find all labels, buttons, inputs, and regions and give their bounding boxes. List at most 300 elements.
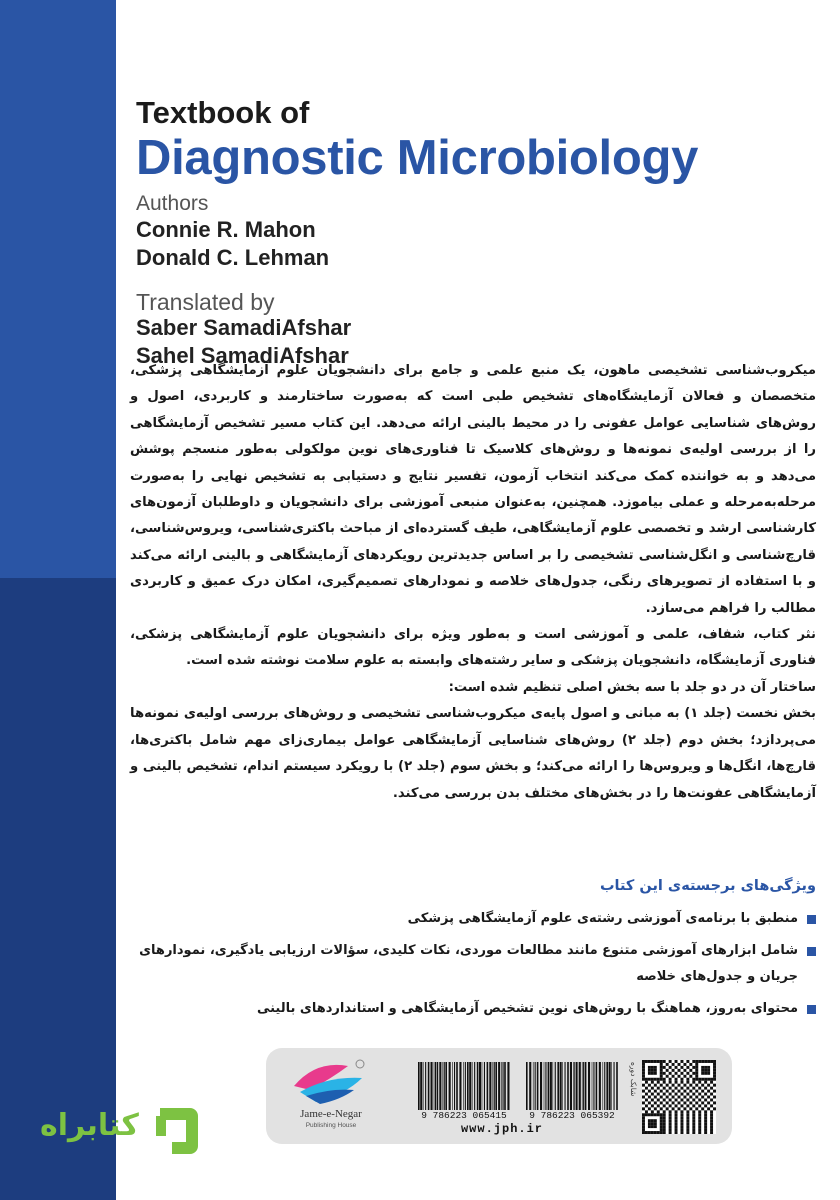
qr-module xyxy=(660,1128,663,1131)
features-title: ویژگی‌های برجسته‌ی این کتاب xyxy=(599,878,816,894)
qr-module xyxy=(651,1069,654,1072)
barcode-bar xyxy=(535,1062,536,1110)
qr-module xyxy=(672,1069,675,1072)
qr-module xyxy=(672,1075,675,1078)
qr-module xyxy=(645,1098,648,1101)
barcode-bar xyxy=(465,1062,466,1110)
qr-module xyxy=(707,1084,710,1087)
barcode-bar xyxy=(533,1062,534,1110)
qr-module xyxy=(686,1122,689,1125)
qr-module xyxy=(698,1125,701,1128)
qr-module xyxy=(698,1060,701,1063)
description-paragraph: ساختار آن در دو جلد با سه بخش اصلی تنظیم شده است: xyxy=(448,679,816,695)
barcode-bar xyxy=(503,1062,504,1110)
qr-module xyxy=(710,1125,713,1128)
barcode-bar xyxy=(482,1062,483,1110)
qr-module xyxy=(675,1093,678,1096)
barcode-bar xyxy=(418,1062,420,1110)
qr-module xyxy=(657,1078,660,1081)
qr-module xyxy=(672,1107,675,1110)
qr-module xyxy=(648,1131,651,1134)
qr-module xyxy=(698,1122,701,1125)
qr-module xyxy=(654,1090,657,1093)
qr-module xyxy=(669,1060,672,1063)
qr-module xyxy=(675,1081,678,1084)
qr-module xyxy=(669,1081,672,1084)
qr-module xyxy=(672,1090,675,1093)
barcode-bar xyxy=(592,1062,593,1110)
qr-module xyxy=(704,1125,707,1128)
barcode-bar xyxy=(420,1062,422,1110)
qr-module xyxy=(707,1066,710,1069)
barcode-bar xyxy=(467,1062,469,1110)
barcode-bar xyxy=(540,1062,542,1110)
barcode-bar xyxy=(553,1062,554,1110)
qr-module xyxy=(707,1107,710,1110)
qr-module xyxy=(642,1075,645,1078)
qr-module xyxy=(710,1128,713,1131)
barcode-bar xyxy=(425,1062,426,1110)
qr-module xyxy=(645,1081,648,1084)
qr-module xyxy=(710,1060,713,1063)
qr-module xyxy=(680,1125,683,1128)
barcode-bar xyxy=(609,1062,611,1110)
qr-module xyxy=(660,1069,663,1072)
square-bullet-icon xyxy=(807,915,816,924)
qr-module xyxy=(654,1107,657,1110)
qr-module xyxy=(651,1093,654,1096)
translator-name: Sahel SamadiAfshar xyxy=(136,343,349,368)
qr-module xyxy=(710,1119,713,1122)
author-name: Donald C. Lehman xyxy=(136,245,330,270)
barcode-bar xyxy=(545,1062,546,1110)
qr-module xyxy=(651,1060,654,1063)
qr-module xyxy=(654,1096,657,1099)
qr-module xyxy=(686,1093,689,1096)
features-list xyxy=(130,906,816,1028)
translator-name: Saber SamadiAfshar xyxy=(136,315,352,340)
qr-module xyxy=(645,1131,648,1134)
qr-module xyxy=(704,1116,707,1119)
barcode-bar xyxy=(459,1062,461,1110)
qr-module xyxy=(642,1084,645,1087)
qr-module xyxy=(657,1131,660,1134)
qr-module xyxy=(695,1060,698,1063)
qr-module xyxy=(669,1110,672,1113)
qr-module xyxy=(713,1107,716,1110)
qr-module xyxy=(695,1090,698,1093)
qr-module xyxy=(663,1119,666,1122)
qr-module xyxy=(675,1128,678,1131)
qr-module xyxy=(698,1078,701,1081)
qr-module xyxy=(669,1122,672,1125)
qr-module xyxy=(666,1096,669,1099)
qr-module xyxy=(675,1116,678,1119)
qr-module xyxy=(642,1107,645,1110)
qr-module xyxy=(686,1128,689,1131)
qr-module xyxy=(695,1063,698,1066)
qr-module xyxy=(692,1072,695,1075)
qr-module xyxy=(678,1090,681,1093)
qr-module xyxy=(704,1098,707,1101)
qr-module xyxy=(692,1081,695,1084)
barcode-bar xyxy=(550,1062,552,1110)
qr-module xyxy=(698,1098,701,1101)
qr-module xyxy=(675,1104,678,1107)
qr-module xyxy=(660,1107,663,1110)
qr-module xyxy=(678,1084,681,1087)
qr-module xyxy=(680,1060,683,1063)
qr-module xyxy=(657,1113,660,1116)
description-text xyxy=(130,358,816,807)
qr-module xyxy=(660,1084,663,1087)
qr-module xyxy=(698,1131,701,1134)
qr-module xyxy=(675,1072,678,1075)
qr-module xyxy=(651,1087,654,1090)
qr-module xyxy=(657,1087,660,1090)
qr-module xyxy=(669,1113,672,1116)
barcode-bar xyxy=(487,1062,489,1110)
barcode-bar xyxy=(484,1062,485,1110)
qr-module xyxy=(713,1090,716,1093)
barcode-bar xyxy=(593,1062,594,1110)
qr-module xyxy=(678,1075,681,1078)
barcode-bar xyxy=(428,1062,430,1110)
barcode-bar xyxy=(544,1062,545,1110)
barcode-bar xyxy=(434,1062,435,1110)
qr-module xyxy=(666,1107,669,1110)
title-line-1: Textbook of xyxy=(136,95,310,130)
qr-module xyxy=(704,1104,707,1107)
barcode-bar xyxy=(604,1062,605,1110)
qr-module xyxy=(657,1093,660,1096)
qr-module xyxy=(686,1119,689,1122)
barcode-panel xyxy=(266,1048,732,1144)
qr-module xyxy=(660,1119,663,1122)
qr-module xyxy=(698,1128,701,1131)
qr-module xyxy=(713,1066,716,1069)
barcode-bar xyxy=(494,1062,495,1110)
barcode-bar xyxy=(504,1062,506,1110)
qr-module xyxy=(654,1119,657,1122)
qr-module xyxy=(651,1110,654,1113)
qr-module xyxy=(695,1066,698,1069)
qr-module xyxy=(698,1116,701,1119)
qr-module xyxy=(648,1072,651,1075)
barcode-bar xyxy=(573,1062,574,1110)
qr-module xyxy=(701,1101,704,1104)
qr-module xyxy=(692,1104,695,1107)
qr-module xyxy=(648,1101,651,1104)
barcode-bar xyxy=(585,1062,587,1110)
qr-module xyxy=(701,1096,704,1099)
qr-module xyxy=(669,1078,672,1081)
qr-module xyxy=(713,1069,716,1072)
qr-module xyxy=(654,1069,657,1072)
qr-module xyxy=(686,1072,689,1075)
qr-module xyxy=(704,1072,707,1075)
barcode-bar xyxy=(574,1062,575,1110)
qr-module xyxy=(645,1060,648,1063)
qr-module xyxy=(692,1060,695,1063)
qr-module xyxy=(648,1119,651,1122)
qr-module xyxy=(654,1060,657,1063)
qr-module xyxy=(669,1066,672,1069)
cover-header xyxy=(136,96,816,370)
barcode-bar xyxy=(614,1062,615,1110)
qr-module xyxy=(704,1060,707,1063)
barcode-bar xyxy=(454,1062,455,1110)
qr-module xyxy=(686,1098,689,1101)
qr-module xyxy=(657,1110,660,1113)
qr-module xyxy=(704,1122,707,1125)
qr-module xyxy=(657,1104,660,1107)
barcode-bar xyxy=(444,1062,445,1110)
qr-module xyxy=(645,1110,648,1113)
qr-module xyxy=(642,1063,645,1066)
qr-module xyxy=(642,1078,645,1081)
qr-module xyxy=(660,1090,663,1093)
qr-module xyxy=(692,1116,695,1119)
qr-module xyxy=(648,1096,651,1099)
publisher-logo-icon xyxy=(276,1056,386,1108)
qr-module xyxy=(660,1113,663,1116)
qr-module xyxy=(692,1093,695,1096)
qr-module xyxy=(678,1069,681,1072)
qr-module xyxy=(651,1125,654,1128)
qr-module xyxy=(698,1081,701,1084)
barcode-bar xyxy=(576,1062,578,1110)
qr-module xyxy=(713,1078,716,1081)
qr-module xyxy=(689,1090,692,1093)
qr-module xyxy=(675,1113,678,1116)
qr-module xyxy=(642,1116,645,1119)
qr-module xyxy=(669,1072,672,1075)
qr-module xyxy=(663,1128,666,1131)
qr-module xyxy=(660,1131,663,1134)
barcode-bar xyxy=(452,1062,453,1110)
qr-module xyxy=(692,1122,695,1125)
qr-module xyxy=(654,1131,657,1134)
qr-module xyxy=(686,1110,689,1113)
qr-module xyxy=(692,1131,695,1134)
qr-module xyxy=(701,1107,704,1110)
qr-module xyxy=(686,1113,689,1116)
qr-module xyxy=(686,1125,689,1128)
qr-module xyxy=(710,1093,713,1096)
qr-module xyxy=(663,1098,666,1101)
barcode-bar xyxy=(570,1062,572,1110)
qr-module xyxy=(704,1119,707,1122)
barcode-bar xyxy=(565,1062,566,1110)
qr-module xyxy=(695,1069,698,1072)
qr-module xyxy=(666,1063,669,1066)
qr-module xyxy=(689,1096,692,1099)
qr-module xyxy=(663,1104,666,1107)
qr-module xyxy=(701,1066,704,1069)
barcode-bar xyxy=(560,1062,562,1110)
qr-module xyxy=(663,1093,666,1096)
qr-module xyxy=(675,1066,678,1069)
qr-module xyxy=(642,1069,645,1072)
barcode-bar xyxy=(479,1062,481,1110)
qr-module xyxy=(686,1066,689,1069)
qr-module xyxy=(686,1081,689,1084)
qr-module xyxy=(654,1101,657,1104)
feature-item: شامل ابزارهای آموزشی متنوع مانند مطالعات موردی، نکات کلیدی، سؤالات ارزیابی یادگیری، نمودارهای جریان و جدول‌های خلاصه xyxy=(130,938,816,990)
qr-module xyxy=(680,1128,683,1131)
qr-module xyxy=(669,1131,672,1134)
qr-module xyxy=(675,1122,678,1125)
qr-module xyxy=(680,1104,683,1107)
qr-module xyxy=(680,1131,683,1134)
qr-module xyxy=(680,1116,683,1119)
qr-module xyxy=(663,1087,666,1090)
barcode-bar xyxy=(489,1062,491,1110)
qr-module xyxy=(704,1113,707,1116)
qr-module xyxy=(648,1090,651,1093)
qr-module xyxy=(645,1113,648,1116)
qr-module xyxy=(660,1101,663,1104)
qr-module xyxy=(675,1060,678,1063)
isbn-number-2: 9 786223 065392 xyxy=(529,1110,615,1121)
qr-module xyxy=(666,1084,669,1087)
qr-module xyxy=(657,1060,660,1063)
qr-module xyxy=(704,1110,707,1113)
qr-module xyxy=(663,1125,666,1128)
barcode-bar xyxy=(456,1062,458,1110)
qr-module xyxy=(707,1101,710,1104)
qr-module xyxy=(698,1110,701,1113)
qr-module xyxy=(669,1128,672,1131)
qr-module xyxy=(680,1119,683,1122)
barcode-bar xyxy=(431,1062,433,1110)
qr-module xyxy=(698,1104,701,1107)
qr-module xyxy=(701,1078,704,1081)
qr-module xyxy=(651,1122,654,1125)
qr-module xyxy=(692,1098,695,1101)
barcode-bar xyxy=(606,1062,608,1110)
qr-module xyxy=(663,1072,666,1075)
qr-module xyxy=(689,1084,692,1087)
qr-module xyxy=(663,1122,666,1125)
qr-module xyxy=(683,1101,686,1104)
qr-module xyxy=(707,1072,710,1075)
qr-module xyxy=(683,1096,686,1099)
qr-module xyxy=(678,1101,681,1104)
qr-module xyxy=(692,1110,695,1113)
qr-module xyxy=(666,1090,669,1093)
barcode-bar xyxy=(463,1062,464,1110)
qr-module xyxy=(657,1098,660,1101)
qr-module xyxy=(669,1093,672,1096)
qr-module xyxy=(675,1125,678,1128)
qr-module xyxy=(651,1119,654,1122)
qr-module xyxy=(642,1090,645,1093)
qr-module xyxy=(683,1090,686,1093)
publisher-website: www.jph.ir xyxy=(460,1122,543,1136)
qr-module xyxy=(686,1078,689,1081)
qr-module xyxy=(707,1096,710,1099)
qr-module xyxy=(713,1063,716,1066)
qr-module xyxy=(648,1113,651,1116)
qr-module xyxy=(642,1125,645,1128)
qr-module xyxy=(713,1075,716,1078)
qr-module xyxy=(642,1060,645,1063)
qr-module xyxy=(698,1093,701,1096)
qr-module xyxy=(660,1060,663,1063)
barcode-bar xyxy=(423,1062,424,1110)
qr-module xyxy=(701,1060,704,1063)
qr-module xyxy=(651,1078,654,1081)
book-title: Diagnostic Microbiology xyxy=(136,131,699,185)
barcode-bar xyxy=(495,1062,497,1110)
barcode-bar xyxy=(583,1062,584,1110)
qr-module xyxy=(642,1096,645,1099)
qr-module xyxy=(675,1078,678,1081)
qr-module xyxy=(695,1072,698,1075)
qr-module xyxy=(692,1078,695,1081)
qr-module xyxy=(689,1107,692,1110)
qr-module xyxy=(660,1075,663,1078)
qr-module xyxy=(669,1098,672,1101)
barcode-bar xyxy=(435,1062,436,1110)
description-paragraph: بخش نخست (جلد ۱) به مبانی و اصول پایه‌ی میکروب‌شناسی تشخیصی و روش‌های بررسی اولیه‌ی نمونه‌ها می‌پردازد؛ بخش دوم (جلد ۲) روش‌های شناسایی آزمایشگاهی عوامل بیماری‌زای مهم شامل باکتری‌ها، قارچ‌ها، انگل‌ها و ویروس‌ها را ارائه می‌کند؛ و بخش سوم (جلد ۲) با رویکرد سیستم اندام، تشخیص بالینی و آزمایشگاهی عفونت‌ها را در بخش‌های مختلف بدن بررسی می‌کند. xyxy=(130,706,816,801)
qr-module xyxy=(695,1084,698,1087)
barcode-bar xyxy=(548,1062,550,1110)
qr-module xyxy=(669,1087,672,1090)
qr-module xyxy=(710,1122,713,1125)
qr-module xyxy=(701,1072,704,1075)
barcode-bar xyxy=(557,1062,559,1110)
barcode-bar xyxy=(493,1062,494,1110)
qr-module xyxy=(680,1078,683,1081)
qr-module xyxy=(672,1096,675,1099)
qr-module xyxy=(654,1084,657,1087)
qr-module xyxy=(648,1084,651,1087)
qr-module xyxy=(645,1078,648,1081)
qr-module xyxy=(660,1125,663,1128)
qr-module xyxy=(710,1104,713,1107)
qr-module xyxy=(710,1110,713,1113)
barcode-bar xyxy=(579,1062,581,1110)
qr-module xyxy=(704,1078,707,1081)
qr-module xyxy=(713,1072,716,1075)
store-name: کتابراه xyxy=(40,1108,139,1143)
qr-module xyxy=(654,1125,657,1128)
spine-band-top xyxy=(0,0,116,578)
qr-module xyxy=(669,1116,672,1119)
qr-module xyxy=(680,1072,683,1075)
qr-module xyxy=(695,1075,698,1078)
qr-module xyxy=(663,1116,666,1119)
qr-module xyxy=(692,1087,695,1090)
qr-module xyxy=(695,1096,698,1099)
qr-module xyxy=(704,1081,707,1084)
qr-module xyxy=(704,1131,707,1134)
qr-module xyxy=(686,1060,689,1063)
qr-module xyxy=(689,1075,692,1078)
qr-module xyxy=(689,1063,692,1066)
qr-module xyxy=(672,1101,675,1104)
qr-module xyxy=(660,1116,663,1119)
barcode-bar xyxy=(537,1062,539,1110)
barcode-bar xyxy=(449,1062,451,1110)
qr-module xyxy=(651,1113,654,1116)
qr-module xyxy=(663,1131,666,1134)
qr-module xyxy=(651,1072,654,1075)
qr-module xyxy=(642,1128,645,1131)
